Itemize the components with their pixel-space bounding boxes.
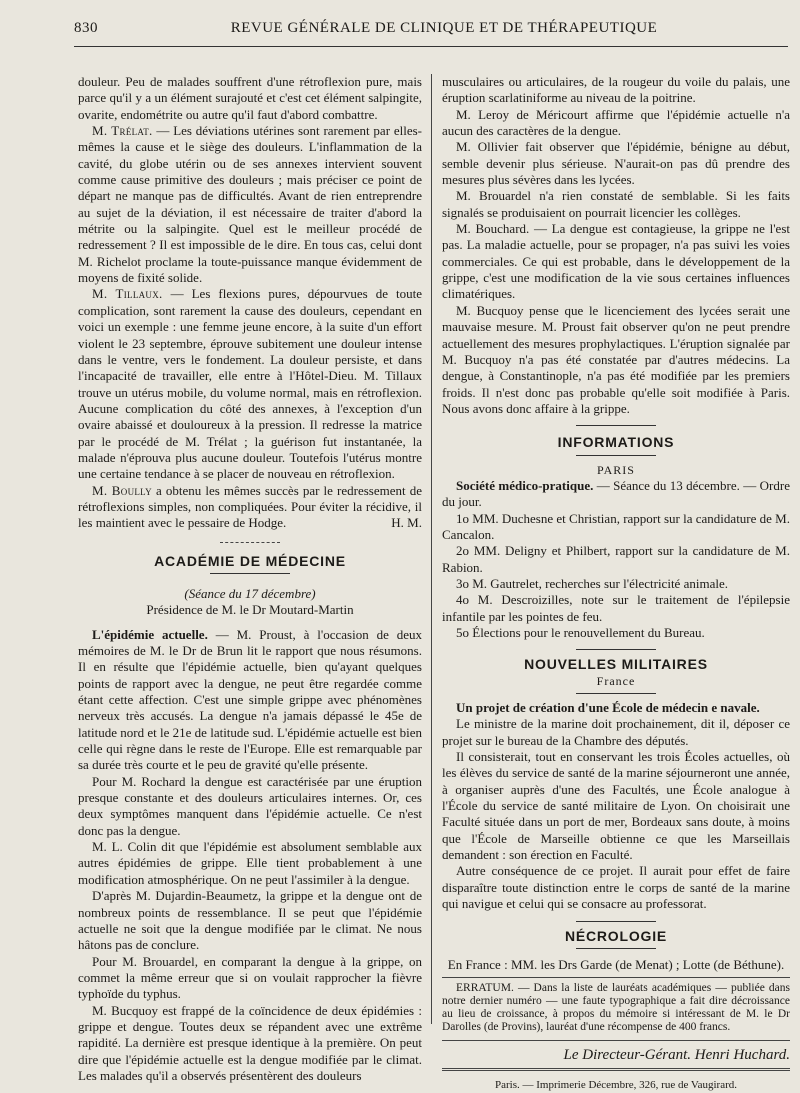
paragraph: musculaires ou articulaires, de la rougeur du voile du palais, une éruption scarlatiniforme au niveau de la poitrine. xyxy=(442,74,790,106)
necrologie-line: En France : MM. les Drs Garde (de Menat) ; Lotte (de Béthune). xyxy=(447,956,785,972)
paragraph-projet-lead: Un projet de création d'une École de médecin e navale. xyxy=(456,700,760,716)
subsection-france: France xyxy=(596,673,636,688)
subsection-paris: PARIS xyxy=(597,462,635,477)
page-header xyxy=(74,20,774,42)
section-title-militaires: NOUVELLES MILITAIRES xyxy=(524,656,708,673)
paragraph: Pour M. Brouardel, en comparant la dengue à la grippe, on commet la même erreur que si on voulait rapprocher la fièvre typhoïde du typhus. xyxy=(78,953,422,1002)
list-item: 3o M. Gautrelet, recherches sur l'électricité animale. xyxy=(456,575,728,591)
erratum-note: ERRATUM. — Dans la liste de lauréats académiques — publiée dans notre dernier numéro — une faute typographique a fait dire décroissance au lieu de croissance, à propos du mémoire si intéressant de M. le Dr Darolles (de Provins), lauréat d'une récompense de 400 francs. xyxy=(442,982,790,1034)
paragraph: douleur. Peu de malades souffrent d'une rétroflexion pure, mais parce qu'il y a un élément surajouté et c'est cet élément salpingite, ovarite, endométrite ou autre qu'il faut d'abord combattre. xyxy=(78,74,422,122)
paragraph-boully: M. Boully a obtenu les mêmes succès par le redressement de rétroflexions simples, non compliquées. Pour éviter la récidive, il les maintient avec le pessaire de Hodge. H. M. xyxy=(78,482,422,531)
paragraph: M. Ollivier fait observer que l'épidémie, bénigne au début, semble devenir plus sérieuse. N'aurait-on pas dû prendre des mesures plus sévères dans les lycées. xyxy=(442,139,790,188)
printer-line: Paris. — Imprimerie Décembre, 326, rue de Vaugirard. xyxy=(494,1078,738,1091)
paragraph: Il consisterait, tout en conservant les trois Écoles actuelles, où les élèves du service de santé de la marine séjourneront une année, à organiser auprès d'une des Facultés, une École analogue à l'École du service de santé militaire de Lyon. On choisirait une Faculté située dans un port de mer, Bordeaux sans doute, à moins que l'École de Marseille obtienne ce que les Marseillais demandent : son érection en Faculté. xyxy=(442,749,790,863)
list-item: 4o M. Descroizilles, note sur le traitement de l'épilepsie infantile par les pointes de feu. xyxy=(442,592,790,624)
paragraph: Pour M. Rochard la dengue est caractérisée par une éruption presque constante et des douleurs articulaires internes. Or, ces deux symptômes manquent dans l'épidémie actuelle. Ce n'est donc pas la dengue. xyxy=(78,773,422,838)
paragraph: M. Bouchard. — La dengue est contagieuse, la grippe ne l'est pas. La maladie actuelle, pour se propager, n'a pas suivi les voies commerciales. Ce qui est probable, dans le développement de la grippe, c'est une modification de la vie sous certaines influences climatériques. xyxy=(442,221,790,302)
paragraph: M. Leroy de Méricourt affirme que l'épidémie actuelle n'a aucun des caractères de la dengue. xyxy=(442,106,790,139)
page-number: 830 xyxy=(74,20,98,36)
section-title-academie: ACADÉMIE DE MÉDECINE xyxy=(154,552,346,569)
left-column xyxy=(78,74,422,1084)
director-signature: Le Directeur-Gérant. Henri Huchard. xyxy=(563,1047,790,1064)
column-divider xyxy=(431,74,432,1024)
paragraph: M. Brouardel n'a rien constaté de semblable. Si les faits signalés se produisaient on pourrait licencier les collèges. xyxy=(442,188,790,220)
paragraph-epidemie: L'épidémie actuelle. — M. Proust, à l'occasion de deux mémoires de M. le Dr de Brun lit le rapport que nous résumons. Il en résulte que l'épidémie actuelle, bien qu'ayant quelques points de rapport avec la dengue, ne peut être regardée comme étant cette affection. C'est une simple grippe avec phénomènes nerveux très accusés. La dengue n'a jamais dépassé le 45e de latitude nord et le 21e de latitude sud. L'épidémie actuelle est bien celle qui règne dans le reste de l'Europe. Elle est remarquable par sa durée très courte et le peu de gravité qu'elle présente. xyxy=(78,626,422,773)
paragraph-trelat: M. Trélat. — Les déviations utérines sont rarement par elles-mêmes la cause et le siège des douleurs. L'inflammation de la cavité, du globe utérin ou de ses annexes intervient souvent comme cause primitive des douleurs ; mais préciser ce point de départ ne manque pas de difficultés. Avant de rien entreprendre au sujet de la déviation, il est nécessaire de traiter d'abord la métrite ou la salpingite. Quel est le meilleur procédé de redressement ? Il est impossible de le dire. En tous cas, celui dont M. Richelot proclame la toute-puissance manque évidemment de moyens de fixité solide. xyxy=(78,123,422,286)
right-column xyxy=(442,74,790,1093)
paragraph: M. L. Colin dit que l'épidémie est absolument semblable aux autres épidémies de grippe. Elle tient probablement à une modification atmosphérique. On ne peut l'assimiler à la dengue. xyxy=(78,839,422,887)
paragraph-societe: Société médico-pratique. — Séance du 13 décembre. — Ordre du jour. xyxy=(442,477,790,510)
header-rule xyxy=(74,46,788,47)
list-item: 1o MM. Duchesne et Christian, rapport sur la candidature de M. Cancalon. xyxy=(442,510,790,542)
signature: H. M. xyxy=(391,515,422,531)
paragraph: M. Bucquoy pense que le licenciement des lycées serait une mauvaise mesure. M. Proust fait observer qu'on ne peut prendre actuellement des mesures prophylactiques. L'éruption signalée par M. Bucquoy n'a pas été constatée par d'autres médecins. La dengue, à Constantinople, n'a pas été modifiée par les premiers froids. Il n'est donc pas probable qu'elle soit modifiée à Paris. Nous avons donc affaire à la grippe. xyxy=(442,302,790,416)
paragraph: Autre conséquence de ce projet. Il aurait pour effet de faire disparaître toute distinction entre le corps de santé de la marine qui navigue et celui qui se consacre au professorat. xyxy=(442,863,790,912)
paragraph: M. Bucquoy est frappé de la coïncidence de deux épidémies : grippe et dengue. Toutes deux se répandent avec une extrême rapidité. La dernière est presque identique à la première. On peut dire que l'épidémie actuelle est la dengue modifiée par le climat. Les malades qu'il a observés présentèrent des douleurs xyxy=(78,1002,422,1083)
paragraph-tillaux: M. Tillaux. — Les flexions pures, dépourvues de toute complication, sont rarement la cause des douleurs, cependant en voici un exemple : une femme jeune encore, à la suite d'un effort violent le 23 septembre, éprouve subitement une douleur intense dans le ventre, vers le fondement. La douleur persiste, et dans l'incapacité de travailler, elle entre à l'Hôtel-Dieu. M. Tillaux trouve un utérus mobile, du volume normal, mais en rétroflexion. Aucune complication du côté des annexes, à l'exception d'un ovaire abaissé et douloureux à la pression. Il redresse la matrice par le procédé de M. Trélat ; la guérison fut instantanée, la malade n'éprouva plus aucune douleur. Toutefois l'utérus montre une certaine tendance à se placer de nouveau en rétroflexion. xyxy=(78,286,422,482)
presidence: Présidence de M. le Dr Moutard-Martin xyxy=(146,602,354,618)
section-title-necrologie: NÉCROLOGIE xyxy=(564,927,668,944)
list-item: 2o MM. Deligny et Philbert, rapport sur la candidature de M. Rabion. xyxy=(442,543,790,575)
list-item: 5o Élections pour le renouvellement du Bureau. xyxy=(456,625,705,640)
paragraph: D'après M. Dujardin-Beaumetz, la grippe et la dengue ont de nombreux points de ressemblance. Il se peut que l'épidémie actuelle ne soit que la dengue modifiée par le climat. Ne nous hâtons pas de conclure. xyxy=(78,888,422,953)
journal-title: REVUE GÉNÉRALE DE CLINIQUE ET DE THÉRAPEUTIQUE xyxy=(230,20,658,36)
paragraph: Le ministre de la marine doit prochainement, dit il, déposer ce projet sur le bureau de la Chambre des députés. xyxy=(442,716,790,748)
seance-date: (Séance du 17 décembre) xyxy=(184,585,316,601)
section-title-informations: INFORMATIONS xyxy=(557,434,675,451)
